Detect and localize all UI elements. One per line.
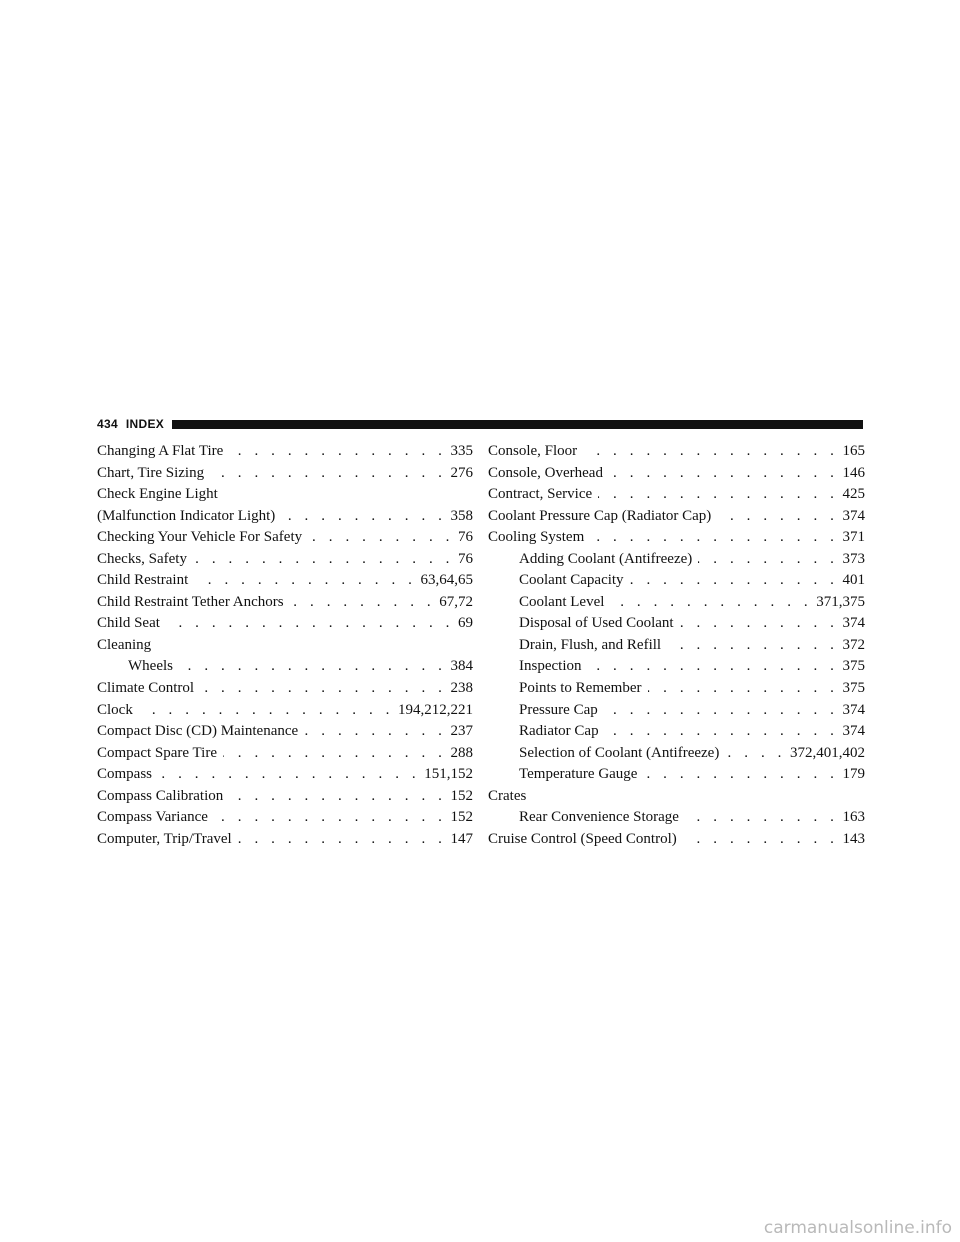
index-entry	[488, 764, 865, 786]
index-entry	[97, 484, 473, 506]
dot-leader	[194, 570, 416, 592]
index-entry	[488, 829, 865, 851]
index-entry	[97, 527, 473, 549]
entry-page-ref: 165	[842, 443, 865, 459]
dot-leader	[229, 441, 446, 463]
entry-page-ref: 194,212,221	[398, 701, 473, 718]
entry-text: Rear Convenience Storage	[519, 809, 679, 826]
entry-page-ref: 238	[450, 680, 473, 697]
entry-text: Adding Coolant (Antifreeze)	[519, 550, 693, 567]
entry-text: Compass Variance	[97, 809, 208, 826]
entry-text: Check Engine Light	[97, 486, 218, 503]
entry-text: Pressure Cap	[519, 701, 598, 718]
watermark: carmanualsonline.info	[763, 1218, 952, 1238]
entry-page-ref: 237	[450, 723, 473, 740]
entry-text: Cleaning	[97, 636, 152, 653]
entry-text: Wheels	[128, 658, 173, 675]
entry-text: Checks, Safety	[97, 550, 187, 567]
dot-leader	[610, 592, 812, 614]
entry-page-ref: 147	[450, 830, 473, 847]
dot-leader	[238, 829, 447, 851]
entry-page-ref: 335	[450, 443, 473, 459]
index-entry	[97, 656, 473, 678]
index-entry	[488, 635, 865, 657]
index-entry	[97, 441, 473, 463]
entry-page-ref: 146	[842, 464, 865, 481]
dot-leader	[193, 549, 454, 571]
entry-page-ref: 179	[842, 766, 865, 783]
dot-leader	[648, 678, 839, 700]
entry-text: Inspection	[519, 658, 582, 675]
entry-text: Chart, Tire Sizing	[97, 464, 205, 481]
entry-page-ref: 371	[842, 529, 865, 546]
index-entry	[97, 506, 473, 528]
index-entry	[97, 829, 473, 851]
index-entry	[488, 678, 865, 700]
entry-page-ref: 374	[842, 507, 865, 524]
dot-leader	[281, 506, 446, 528]
entry-text: Console, Overhead	[488, 464, 603, 481]
dot-leader	[680, 613, 839, 635]
entry-page-ref: 152	[450, 787, 473, 804]
dot-leader	[290, 592, 436, 614]
index-entry	[97, 764, 473, 786]
entry-page-ref: 163	[842, 809, 865, 826]
dot-leader	[698, 549, 838, 571]
index-entry	[488, 484, 865, 506]
index-entry	[97, 786, 473, 808]
dot-leader	[200, 678, 446, 700]
index-entry	[97, 743, 473, 765]
entry-page-ref: 384	[450, 658, 473, 675]
entry-text: Child Restraint Tether Anchors	[97, 593, 284, 610]
entry-page-ref: 372	[842, 636, 865, 653]
index-entry	[97, 635, 473, 657]
entry-page-ref: 152	[450, 809, 473, 826]
dot-leader	[166, 613, 454, 635]
index-entry	[488, 743, 865, 765]
entry-page-ref: 151,152	[424, 766, 473, 783]
index-column-right	[488, 441, 865, 850]
entry-text: Computer, Trip/Travel	[97, 830, 232, 847]
entry-page-ref: 425	[842, 486, 865, 503]
entry-text: Cruise Control (Speed Control)	[488, 830, 677, 847]
index-entry	[488, 656, 865, 678]
index-entry	[97, 463, 473, 485]
dot-leader	[683, 829, 839, 851]
entry-text: Compass	[97, 766, 153, 783]
index-entry	[97, 570, 473, 592]
entry-text: Coolant Capacity	[519, 572, 624, 589]
entry-text: (Malfunction Indicator Light)	[97, 507, 276, 524]
index-entry	[97, 807, 473, 829]
entry-text: Child Seat	[97, 615, 160, 632]
dot-leader	[598, 484, 838, 506]
dot-leader	[304, 721, 446, 743]
dot-leader	[139, 700, 394, 722]
index-entry	[488, 441, 865, 463]
dot-leader	[605, 721, 839, 743]
index-entry	[488, 613, 865, 635]
entry-text: Disposal of Used Coolant	[519, 615, 674, 632]
entry-text: Radiator Cap	[519, 723, 599, 740]
entry-page-ref: 373	[842, 550, 865, 567]
index-entry	[488, 786, 865, 808]
index-entry	[488, 463, 865, 485]
index-entry	[488, 506, 865, 528]
entry-page-ref: 401	[842, 572, 865, 589]
dot-leader	[158, 764, 420, 786]
entry-text: Temperature Gauge	[519, 766, 638, 783]
dot-leader	[214, 807, 447, 829]
entry-text: Changing A Flat Tire	[97, 443, 224, 459]
entry-text: Compact Disc (CD) Maintenance	[97, 723, 299, 740]
dot-leader	[308, 527, 454, 549]
dot-leader	[685, 807, 839, 829]
entry-page-ref: 76	[458, 550, 473, 567]
index-entry	[97, 678, 473, 700]
index-entry	[488, 549, 865, 571]
dot-leader	[229, 786, 446, 808]
entry-page-ref: 371,375	[816, 593, 865, 610]
index-entry	[488, 527, 865, 549]
entry-text: Child Restraint	[97, 572, 189, 589]
index-entry	[488, 592, 865, 614]
index-entry	[97, 592, 473, 614]
entry-text: Compact Spare Tire	[97, 744, 217, 761]
entry-text: Coolant Level	[519, 593, 605, 610]
entry-page-ref: 143	[842, 830, 865, 847]
entry-text: Compass Calibration	[97, 787, 224, 804]
dot-leader	[590, 527, 838, 549]
page-number: 434	[97, 417, 118, 431]
entry-text: Clock	[97, 701, 133, 718]
index-entry	[488, 721, 865, 743]
index-entry	[488, 700, 865, 722]
section-title: INDEX	[125, 417, 165, 431]
entry-page-ref: 76	[458, 529, 473, 546]
entry-page-ref: 69	[458, 615, 473, 632]
dot-leader	[725, 743, 786, 765]
entry-text: Contract, Service	[488, 486, 593, 503]
index-entry	[97, 549, 473, 571]
entry-text: Crates	[488, 787, 527, 804]
index-entry	[488, 570, 865, 592]
dot-leader	[667, 635, 838, 657]
dot-leader	[179, 656, 447, 678]
index-entry	[488, 807, 865, 829]
entry-text: Checking Your Vehicle For Safety	[97, 529, 303, 546]
dot-leader	[210, 463, 446, 485]
dot-leader	[604, 700, 839, 722]
entry-page-ref: 374	[842, 701, 865, 718]
dot-leader	[587, 656, 838, 678]
entry-page-ref: 374	[842, 723, 865, 740]
dot-leader	[609, 463, 839, 485]
index-entry	[97, 721, 473, 743]
index-entry	[97, 700, 473, 722]
entry-text: Climate Control	[97, 680, 195, 697]
entry-page-ref: 67,72	[439, 593, 473, 610]
entry-page-ref: 372,401,402	[790, 744, 865, 761]
entry-text: Cooling System	[488, 529, 585, 546]
entry-text: Coolant Pressure Cap (Radiator Cap)	[488, 507, 712, 524]
dot-leader	[583, 441, 838, 463]
entry-text: Points to Remember	[519, 680, 642, 697]
index-entry	[97, 613, 473, 635]
entry-page-ref: 375	[842, 658, 865, 675]
header-rule	[172, 420, 863, 429]
index-column-left	[97, 441, 473, 850]
dot-leader	[630, 570, 839, 592]
entry-text: Drain, Flush, and Refill	[519, 636, 662, 653]
dot-leader	[643, 764, 838, 786]
entry-page-ref: 63,64,65	[420, 572, 473, 589]
dot-leader	[223, 743, 447, 765]
entry-page-ref: 276	[450, 464, 473, 481]
entry-page-ref: 374	[842, 615, 865, 632]
entry-page-ref: 358	[450, 507, 473, 524]
entry-page-ref: 375	[842, 680, 865, 697]
entry-text: Selection of Coolant (Antifreeze)	[519, 744, 720, 761]
entry-page-ref: 288	[450, 744, 473, 761]
page-header	[97, 417, 863, 432]
dot-leader	[717, 506, 838, 528]
entry-text: Console, Floor	[488, 443, 578, 459]
